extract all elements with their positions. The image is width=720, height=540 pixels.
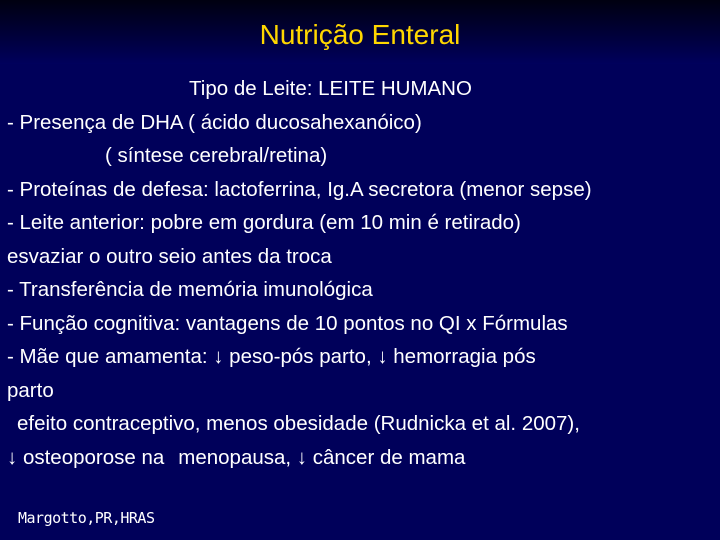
bullet-foremilk: - Leite anterior: pobre em gordura (em 10 min é retirado) [7,211,521,234]
osteoporosis-text: ↓ osteoporose na [7,445,165,469]
bullet-maternal-benefits: - Mãe que amamenta: ↓ peso-pós parto, ↓ hemorragia pós [7,345,536,368]
author-credit: Margotto,PR,HRAS [18,509,155,527]
milk-type-value: LEITE HUMANO [318,77,472,100]
bullet-maternal-benefits-continuation: parto [7,378,54,402]
bullet-defense-proteins: - Proteínas de defesa: lactoferrina, Ig.A secretora (menor sepse) [7,177,592,201]
bullet-cognitive-function: - Função cognitiva: vantagens de 10 pontos no QI x Fórmulas [7,311,568,335]
bullet-dha-detail: ( síntese cerebral/retina) [105,144,328,167]
bullet-dha: - Presença de DHA ( ácido ducosahexanóico) [7,110,422,134]
bullet-immune-memory: - Transferência de memória imunológica [7,278,373,301]
slide-title: Nutrição Enteral [259,19,461,50]
milk-type-heading [7,72,719,106]
milk-type-label: Tipo de Leite: [189,77,319,100]
slide-body [7,72,719,474]
bullet-foremilk-continuation: esvaziar o outro seio antes da troca [7,244,332,268]
bullet-osteoporosis-line [7,441,719,475]
menopause-text: menopausa, ↓ câncer de mama [178,445,466,469]
bullet-contraceptive-effect: efeito contraceptivo, menos obesidade (Rudnicka et al. 2007), [17,412,580,435]
